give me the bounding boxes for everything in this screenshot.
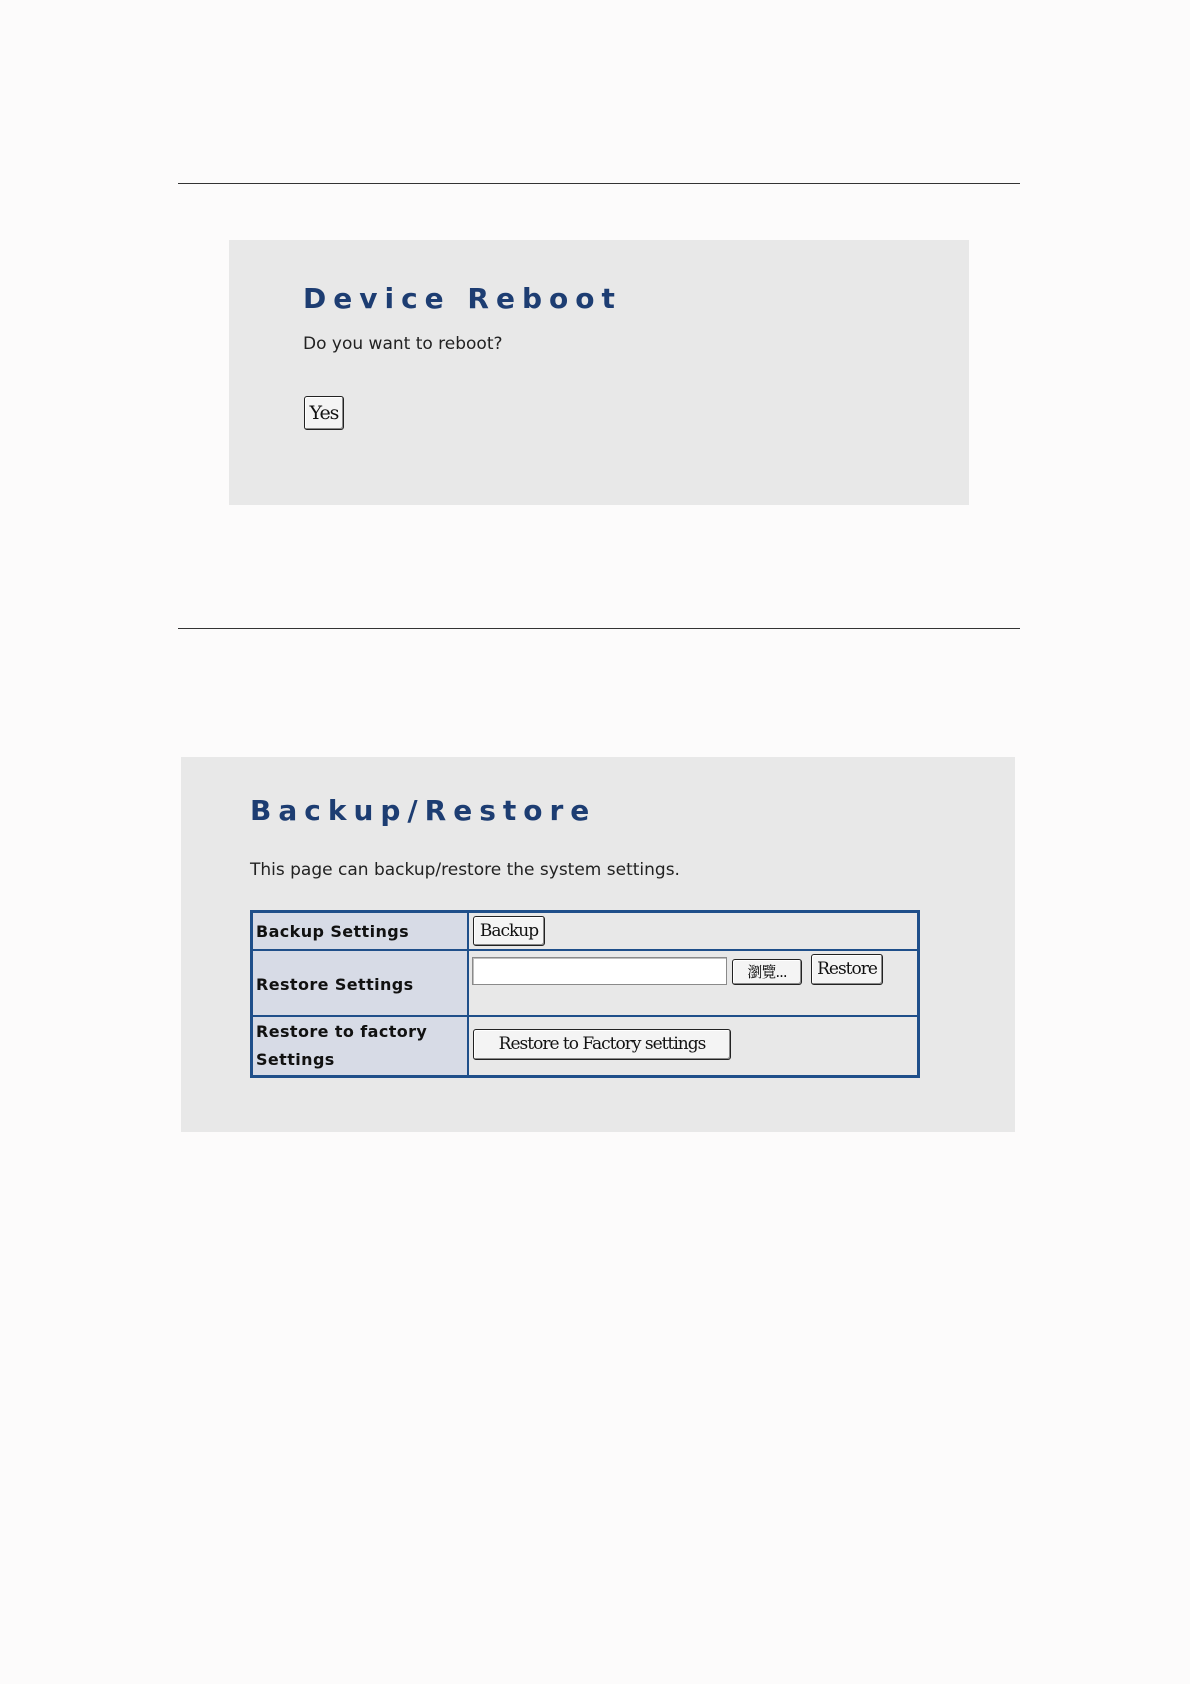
top-divider <box>178 183 1020 184</box>
restore-settings-row <box>253 951 917 1017</box>
reboot-yes-button[interactable]: Yes <box>304 396 344 430</box>
factory-reset-value <box>469 1017 917 1075</box>
device-reboot-panel <box>229 240 969 505</box>
backup-restore-title: Backup/Restore <box>250 794 597 827</box>
browse-button[interactable]: 瀏覽... <box>732 959 802 985</box>
restore-file-input[interactable] <box>472 957 727 985</box>
factory-reset-row <box>253 1017 917 1075</box>
factory-reset-label: Restore to factory Settings <box>253 1017 469 1075</box>
restore-button[interactable]: Restore <box>811 954 883 985</box>
restore-settings-value <box>469 951 917 1015</box>
backup-settings-label: Backup Settings <box>253 913 469 949</box>
backup-settings-row <box>253 913 917 951</box>
restore-settings-label: Restore Settings <box>253 951 469 1015</box>
restore-factory-button[interactable]: Restore to Factory settings <box>473 1029 731 1060</box>
middle-divider <box>178 628 1020 629</box>
device-reboot-title: Device Reboot <box>303 282 622 315</box>
reboot-question: Do you want to reboot? <box>303 334 503 354</box>
backup-settings-value <box>469 913 917 949</box>
backup-button[interactable]: Backup <box>473 916 545 946</box>
settings-table <box>250 910 920 1078</box>
backup-restore-description: This page can backup/restore the system settings. <box>250 860 680 880</box>
